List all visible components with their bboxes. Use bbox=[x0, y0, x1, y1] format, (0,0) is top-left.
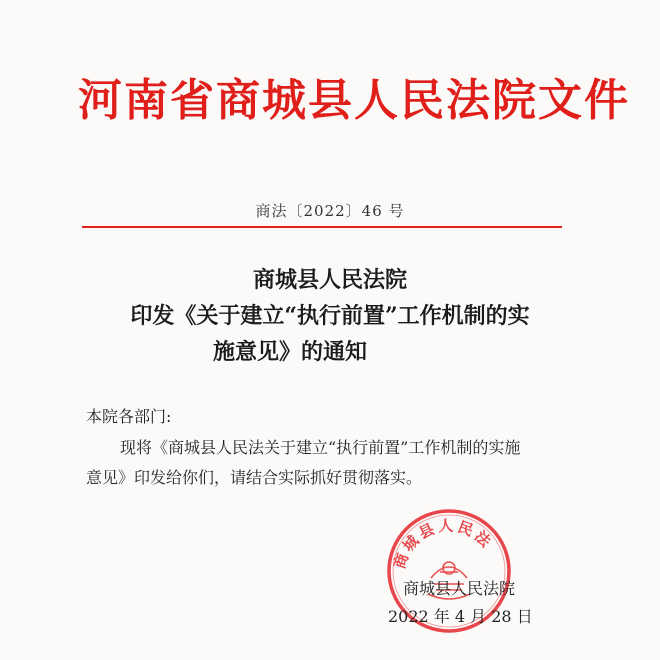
seal-arc-text: 商城县人民法 bbox=[390, 516, 497, 572]
document-header-title: 河南省商城县人民法院文件 bbox=[78, 75, 630, 126]
issue-date: 2022 年 4 月 28 日 bbox=[388, 607, 533, 626]
notice-title bbox=[85, 262, 575, 370]
body-paragraph-line-1: 现将《商城县人民法关于建立“执行前置”工作机制的实施 bbox=[120, 438, 521, 457]
body-paragraph-line-2: 意见》印发给你们，请结合实际抓好贯彻落实。 bbox=[86, 468, 423, 487]
document-number: 商法〔2022〕46 号 bbox=[255, 202, 405, 220]
red-divider-line bbox=[82, 226, 562, 228]
notice-title-line-2: 印发《关于建立“执行前置”工作机制的实 bbox=[130, 303, 530, 329]
notice-title-line-3: 施意见》的通知 bbox=[213, 339, 368, 365]
notice-title-line-1: 商城县人民法院 bbox=[252, 267, 407, 293]
recipient-line: 本院各部门: bbox=[86, 407, 172, 426]
body-paragraph bbox=[86, 433, 564, 493]
issuing-court-signature: 商城县人民法院 bbox=[403, 579, 516, 598]
